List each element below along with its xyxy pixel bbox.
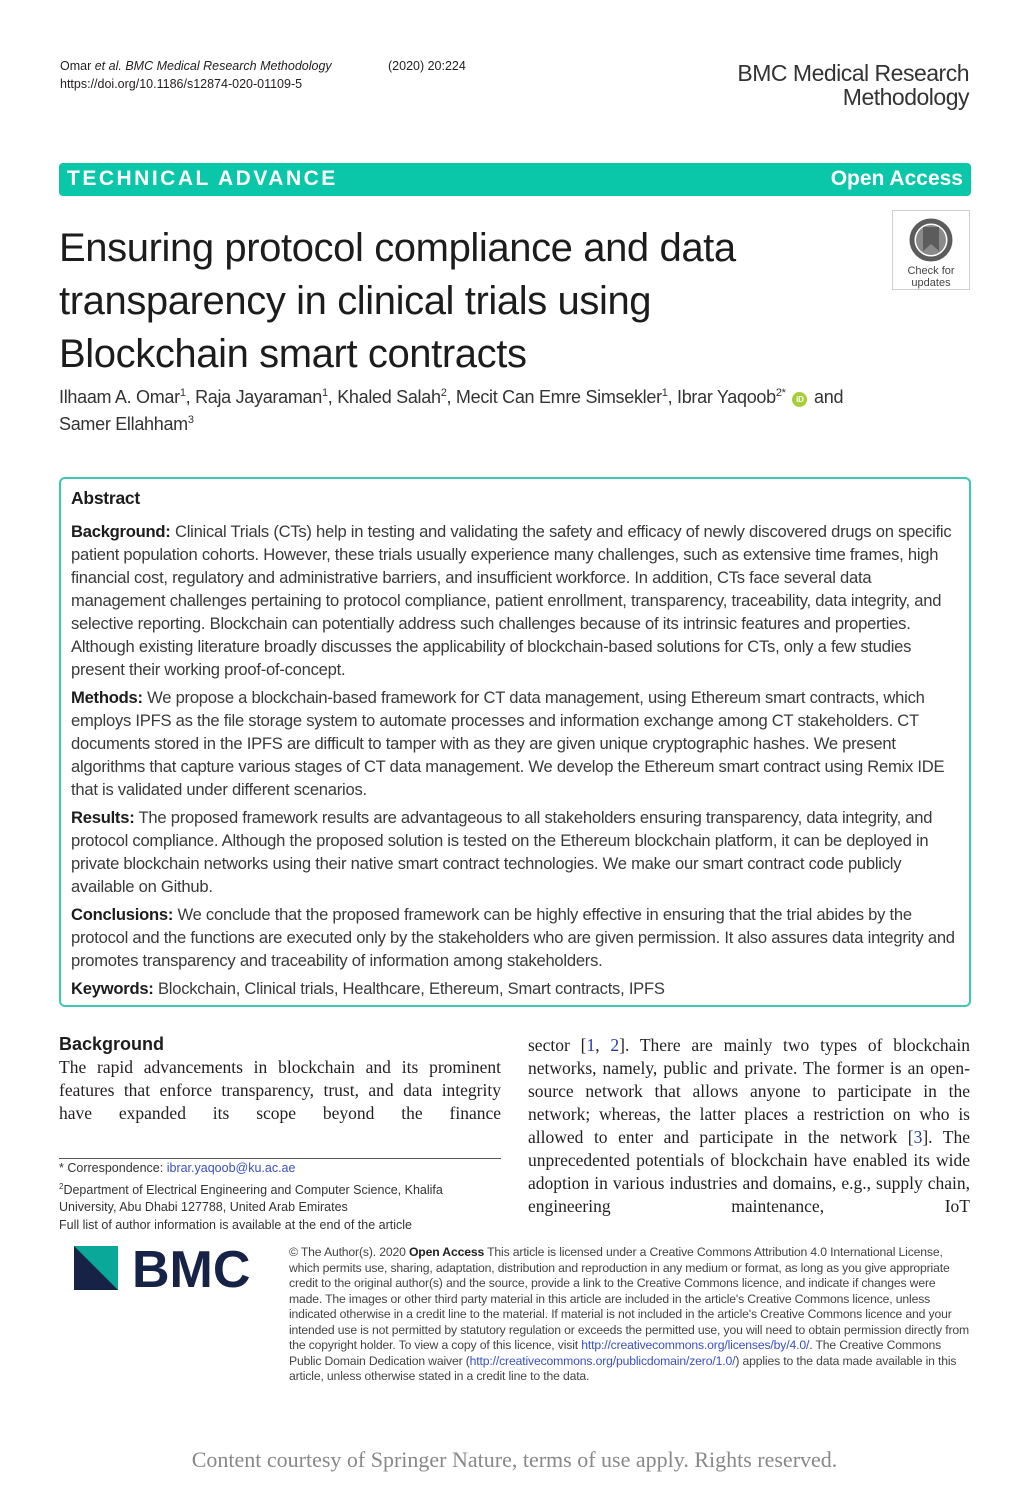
- abstract-keywords: [71, 977, 959, 1000]
- running-header: [60, 57, 466, 93]
- bmc-logo: [74, 1242, 270, 1292]
- affiliation-mark: 2: [59, 1181, 64, 1191]
- section-heading-background: Background: [59, 1034, 165, 1054]
- section-label: Conclusions:: [71, 905, 174, 924]
- author-affiliation: 2*: [775, 387, 786, 399]
- article-title: Ensuring protocol compliance and data transparency in clinical trials using Blockchain smart contracts: [59, 226, 736, 376]
- check-for-updates-line2: updates: [911, 277, 951, 289]
- affiliation-line1: Department of Electrical Engineering and Computer Science, Khalifa: [63, 1182, 443, 1197]
- footnotes: [59, 1160, 509, 1234]
- citation-journal: BMC Medical Research Methodology: [125, 59, 332, 73]
- body-column-left: The rapid advancements in blockchain and its prominent features that enforce transparency, trust, and data integrity have expanded its scope beyond the finance: [59, 1057, 501, 1123]
- body-text: ,: [595, 1035, 611, 1055]
- abstract-background: [71, 520, 959, 681]
- orcid-icon[interactable]: iD: [792, 392, 807, 407]
- section-text: Blockchain, Clinical trials, Healthcare, Ethereum, Smart contracts, IPFS: [157, 979, 665, 998]
- check-for-updates-line1: Check for: [907, 265, 955, 277]
- bookmark-icon: [909, 218, 953, 262]
- affiliation: [59, 1178, 509, 1200]
- journal-name-line2: Methodology: [842, 84, 969, 110]
- journal-name-line1: BMC Medical Research: [737, 60, 969, 86]
- citation-link[interactable]: 1: [586, 1035, 596, 1055]
- body-column-right: [528, 1034, 970, 1218]
- citation-etal: et al.: [94, 59, 122, 73]
- body-text: sector [: [528, 1035, 587, 1055]
- author-name: Raja Jayaraman: [195, 387, 322, 407]
- bmc-logo-mark: [74, 1242, 270, 1292]
- author-name: Ibrar Yaqoob: [677, 387, 776, 407]
- author-name: Ilhaam A. Omar: [59, 387, 180, 407]
- body-text: ]. The unprecedented potentials of blockchain have enabled its wide adoption in various industries and domains, e.g., supply chain, engineering maintenance, IoT: [528, 1127, 970, 1216]
- section-text: The proposed framework results are advantageous to all stakeholders ensuring transparency, data integrity, and protocol compliance. Although the proposed solution is tested on the Ethereum blockchain platform, it can be deployed in private blockchain networks using their native smart contract technologies. We make our smart contract code publicly available on Github.: [71, 808, 933, 896]
- authors-joiner: and: [814, 387, 844, 407]
- check-for-updates-label: [893, 265, 969, 289]
- copyright: © The Author(s). 2020: [289, 1245, 406, 1259]
- correspondence-label: * Correspondence:: [59, 1161, 164, 1175]
- citation-author: Omar: [60, 59, 92, 73]
- courtesy-footer: Content courtesy of Springer Nature, terms of use apply. Rights reserved.: [191, 1447, 838, 1472]
- author-affiliation: 3: [187, 414, 194, 426]
- citation-year-volume: (2020) 20:224: [388, 59, 466, 73]
- footnote-divider: [59, 1158, 501, 1159]
- section-label: Results:: [71, 808, 135, 827]
- section-label: Methods:: [71, 688, 143, 707]
- section-text: We propose a blockchain-based framework for CT data management, using Ethereum smart contracts, which employs IPFS as the file storage system to automate processes and information exchange among CT stakeholders. CT documents stored in the IPFS are difficult to tamper with as they are given unique cryptographic hashes. We present algorithms that capture various stages of CT data management. We develop the Ethereum smart contract using Remix IDE that is validated under different scenarios.: [71, 688, 945, 799]
- section-text: Clinical Trials (CTs) help in testing and validating the safety and efficacy of newly discovered drugs on specific patient population cohorts. However, these trials usually experience many challenges, such as extensive time frames, high financial cost, regulatory and administrative barriers, and insufficient workforce. In addition, CTs face several data management challenges pertaining to protocol compliance, patient enrollment, transparency, traceability, data integrity, and selective reporting. Blockchain can potentially address such challenges because of its intrinsic features and properties. Although existing literature broadly discusses the applicability of blockchain-based solutions for CTs, only a few studies present their working proof-of-concept.: [71, 522, 952, 679]
- abstract-box: [59, 477, 971, 1007]
- full-author-list-note: Full list of author information is available at the end of the article: [59, 1217, 412, 1232]
- open-access-label: Open Access: [830, 167, 963, 190]
- citation-line: [60, 57, 466, 75]
- author-affiliation: 1: [661, 387, 668, 399]
- author-affiliation: 2: [440, 387, 447, 399]
- article-type-banner: [59, 163, 971, 196]
- license-text: . The Creative Commons Public Domain Dedication waiver (: [289, 1338, 942, 1368]
- license-notice: [289, 1245, 969, 1385]
- section-label: Background:: [71, 522, 171, 541]
- check-for-updates-button[interactable]: [892, 210, 970, 290]
- abstract-results: [71, 806, 959, 898]
- section-label: Keywords:: [71, 979, 154, 998]
- author-name: Khaled Salah: [337, 387, 441, 407]
- license-text: ) applies to the data made available in this article, unless otherwise stated in a credit line to the data.: [289, 1353, 957, 1383]
- cc-by-license-link[interactable]: http://creativecommons.org/licenses/by/4.0/: [581, 1338, 810, 1352]
- author-name: Mecit Can Emre Simsekler: [455, 387, 662, 407]
- author-affiliation: 1: [321, 387, 328, 399]
- bmc-logo-text: BMC: [132, 1242, 251, 1292]
- abstract-methods: [71, 686, 959, 801]
- citation-link[interactable]: 2: [610, 1035, 620, 1055]
- abstract-conclusions: [71, 903, 959, 972]
- email-link[interactable]: ibrar.yaqoob@ku.ac.ae: [166, 1161, 296, 1175]
- affiliation-line2: University, Abu Dhabi 127788, United Arab Emirates: [59, 1200, 348, 1215]
- correspondence: [59, 1160, 509, 1178]
- author-list: Ilhaam A. Omar$^1$, Raja Jayaraman$^1$, Khaled Salah$^2$, Mecit Can Emre Simsekler$^1$, Ibrar Yaqoob$^{2*}$ iD and Samer Ellahham$^3$: [59, 387, 844, 434]
- section-text: We conclude that the proposed framework can be highly effective in ensuring that the trial abides by the protocol and the functions are executed only by the stakeholders who are given permission. It also assures data integrity and promotes transparency and traceability of information among stakeholders.: [71, 905, 955, 970]
- license-text: This article is licensed under a Creative Commons Attribution 4.0 International License, which permits use, sharing, adaptation, distribution and reproduction in any medium or format, as long as you give appropriate credit to the original author(s) and the source, provide a link to the Creative Commons licence, and indicate if changes were made. The images or other third party material in this article are included in the article's Creative Commons licence, unless indicated otherwise in a credit line to the material. If material is not included in the article's Creative Commons licence and your intended use is not permitted by statutory regulation or exceeds the permitted use, you will need to obtain permission directly from the copyright holder. To view a copy of this licence, visit: [289, 1245, 969, 1352]
- cc0-waiver-link[interactable]: http://creativecommons.org/publicdomain/zero/1.0/: [469, 1353, 736, 1368]
- doi-link[interactable]: https://doi.org/10.1186/s12874-020-01109-5: [60, 77, 303, 91]
- article-type: TECHNICAL ADVANCE: [67, 167, 338, 190]
- journal-name: [737, 61, 969, 109]
- open-access-bold: Open Access: [408, 1245, 485, 1259]
- citation-link[interactable]: 3: [913, 1127, 923, 1147]
- body-text: ]. There are mainly two types of blockchain networks, namely, public and private. The former is an open-source network that allows anyone to participate in the network; whereas, the latter places a restriction on who is allowed to enter and participate in the network [: [528, 1035, 970, 1147]
- author-name: Samer Ellahham: [59, 414, 188, 434]
- abstract-heading: Abstract: [71, 488, 140, 508]
- author-affiliation: 1: [179, 387, 186, 399]
